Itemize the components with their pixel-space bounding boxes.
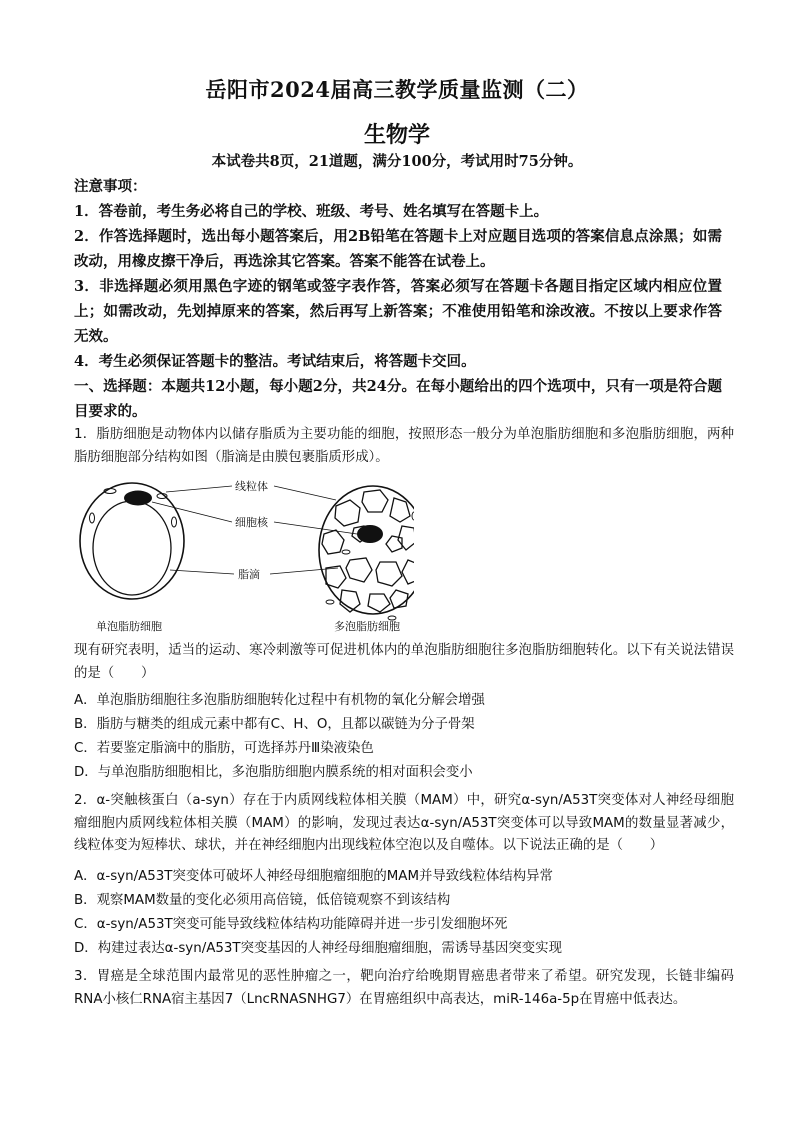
note-item: 4．考生必须保证答题卡的整洁。考试结束后，将答题卡交回。 bbox=[74, 353, 476, 370]
question-3-stem: 3．胃癌是全球范围内最常见的恶性肿瘤之一，靶向治疗给晚期胃癌患者带来了希望。研究发现，长链非编码RNA小核仁RNA宿主基因7（LncRNASNHG7）在胃癌组织中高表达，miR-146a-5p在胃癌中低表达。 bbox=[74, 969, 734, 1007]
q2-option-d: D．构建过表达α-syn/A53T突变基因的人神经母细胞瘤细胞，需诱导基因突变实现 bbox=[74, 941, 562, 956]
multilocular-adipocyte bbox=[319, 486, 414, 620]
adipocyte-diagram bbox=[74, 478, 414, 636]
note-item: 2．作答选择题时，选出每小题答案后，用2B铅笔在答题卡上对应题目选项的答案信息点涂黑；如需改动，用橡皮擦干净后，再选涂其它答案。答案不能答在试卷上。 bbox=[74, 228, 722, 270]
note-item: 3．非选择题必须用黑色字迹的钢笔或签字表作答，答案必须写在答题卡各题目指定区域内相应位置上；如需改动，先划掉原来的答案，然后再写上新答案；不准使用铅笔和涂改液。不按以上要求作答无效。 bbox=[74, 278, 722, 345]
q2-option-b: B．观察MAM数量的变化必须用高倍镜，低倍镜观察不到该结构 bbox=[74, 893, 451, 908]
question-1-stem: 1．脂肪细胞是动物体内以储存脂质为主要功能的细胞，按照形态一般分为单泡脂肪细胞和多泡脂肪细胞，两种脂肪细胞部分结构如图（脂滴是由膜包裹脂质形成）。 bbox=[74, 427, 734, 465]
question-2-stem: 2．α-突触核蛋白（a-syn）存在于内质网线粒体相关膜（MAM）中，研究α-syn/A53T突变体对人神经母细胞瘤细胞内质网线粒体相关膜（MAM）的影响，发现过表达α-syn/A53T突变体可以导致MAM的数量显著减少，线粒体变为短棒状、球状，并在神经细胞内出现线粒体空泡以及自噬体。以下说法正确的是（ ） bbox=[74, 793, 734, 853]
exam-title: 岳阳市2024届高三教学质量监测（二） bbox=[205, 77, 589, 102]
caption-unilocular: 单泡脂肪细胞 bbox=[96, 620, 162, 633]
caption-multilocular: 多泡脂肪细胞 bbox=[334, 620, 400, 633]
question-1-stem-continued: 现有研究表明，适当的运动、寒冷刺激等可促进机体内的单泡脂肪细胞往多泡脂肪细胞转化。以下有关说法错误的是（ ） bbox=[74, 643, 734, 681]
notes-block bbox=[74, 174, 722, 424]
exam-info: 本试卷共8页，21道题，满分100分，考试用时75分钟。 bbox=[211, 153, 583, 170]
q1-option-a: A．单泡脂肪细胞往多泡脂肪细胞转化过程中有机物的氧化分解会增强 bbox=[74, 693, 485, 708]
subject-title: 生物学 bbox=[363, 122, 430, 148]
q2-option-c: C．α-syn/A53T突变可能导致线粒体结构功能障碍并进一步引发细胞坏死 bbox=[74, 917, 508, 932]
q1-option-c: C．若要鉴定脂滴中的脂肪，可选择苏丹Ⅲ染液染色 bbox=[74, 741, 374, 756]
label-lipid-droplet: 脂滴 bbox=[238, 568, 260, 581]
q1-option-d: D．与单泡脂肪细胞相比，多泡脂肪细胞内膜系统的相对面积会变小 bbox=[74, 765, 473, 780]
nucleus-left bbox=[124, 491, 152, 506]
notes-heading: 注意事项： bbox=[74, 178, 147, 195]
note-item: 1．答卷前，考生务必将自己的学校、班级、考号、姓名填写在答题卡上。 bbox=[74, 203, 549, 220]
q2-option-a: A．α-syn/A53T突变体可破坏人神经母细胞瘤细胞的MAM并导致线粒体结构异常 bbox=[74, 869, 553, 884]
label-mitochondria: 线粒体 bbox=[235, 480, 268, 493]
label-nucleus: 细胞核 bbox=[235, 516, 268, 529]
q1-option-b: B．脂肪与糖类的组成元素中都有C、H、O，且都以碳链为分子骨架 bbox=[74, 717, 475, 732]
adipocyte-figure bbox=[74, 478, 414, 636]
nucleus-right bbox=[357, 525, 383, 543]
section-heading: 一、选择题：本题共12小题，每小题2分，共24分。在每小题给出的四个选项中，只有一项是符合题目要求的。 bbox=[74, 378, 722, 420]
